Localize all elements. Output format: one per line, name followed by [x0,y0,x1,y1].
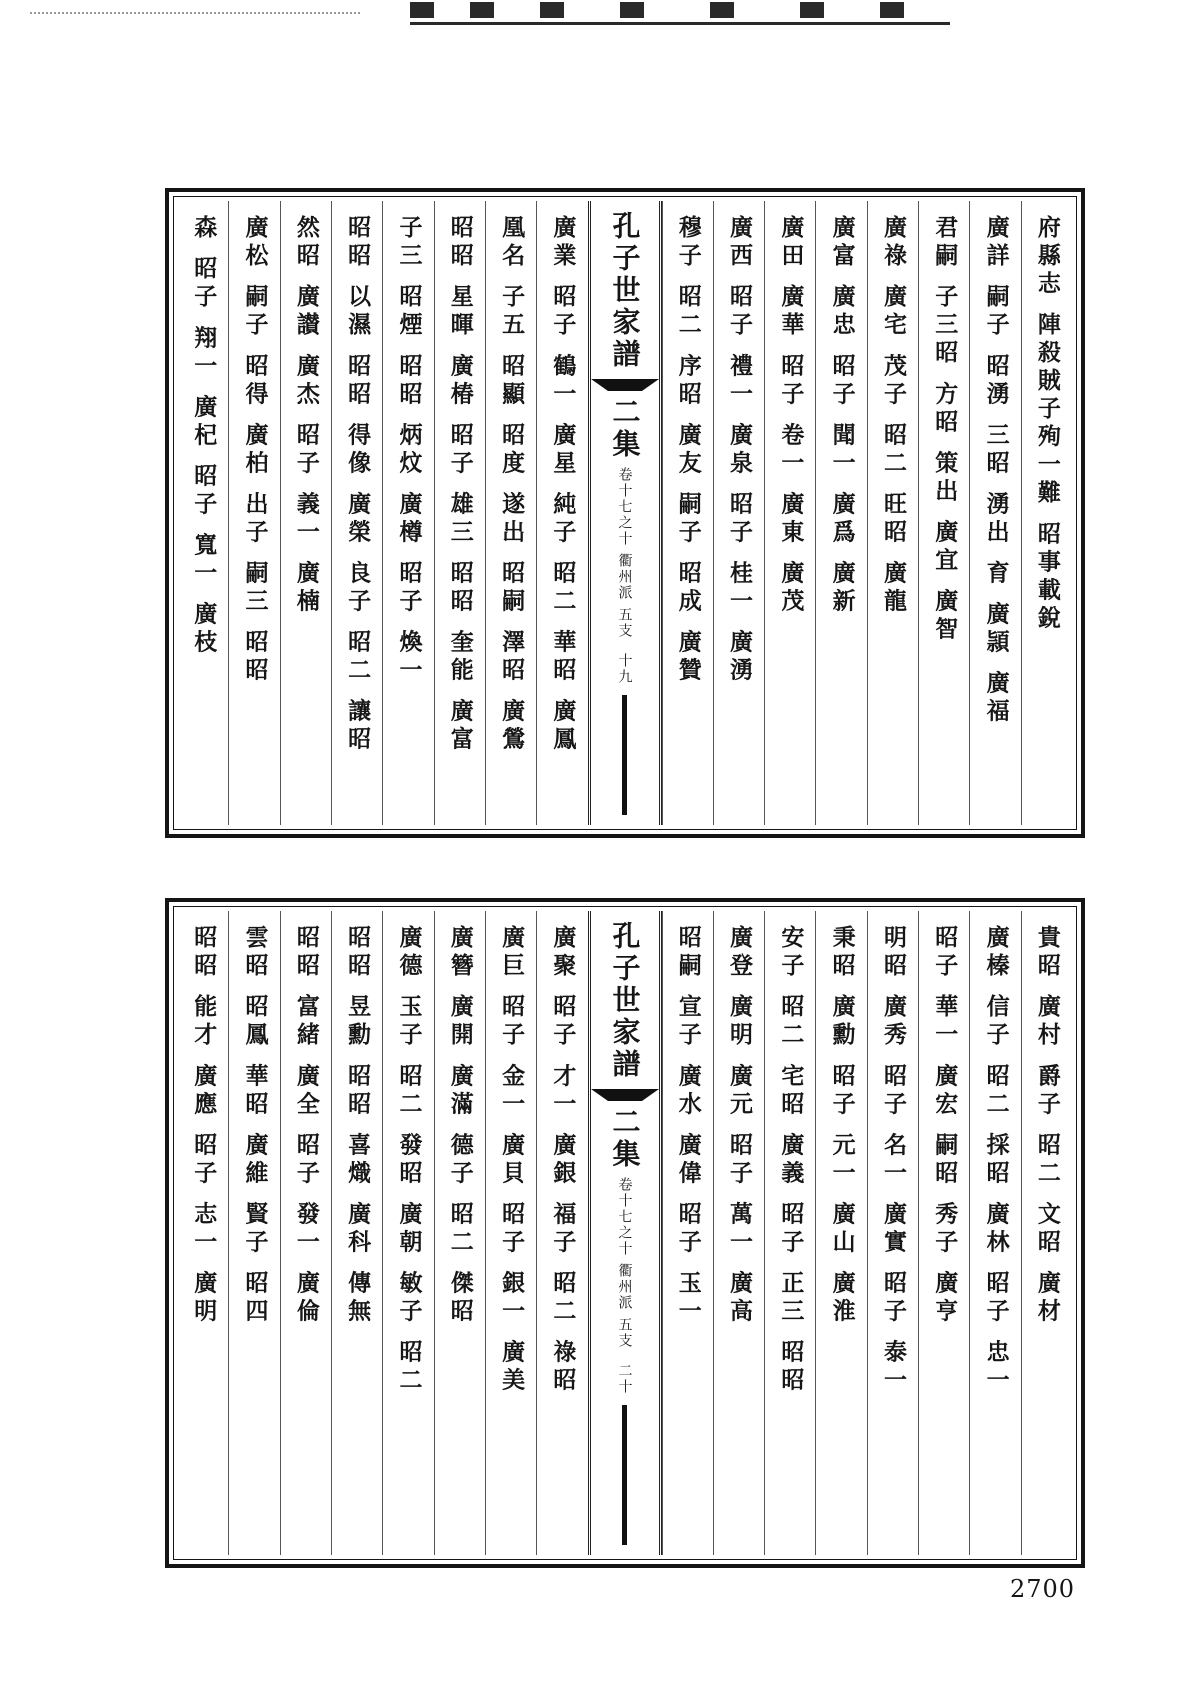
column-text: 昭昭 星暉 廣椿 昭子 雄三 昭昭 奎能 廣富 [446,215,474,755]
text-column [228,911,279,1555]
text-column [969,911,1020,1555]
page-number: 2700 [1010,1575,1076,1603]
section-label: 卷十七之十 [616,1177,633,1257]
column-text: 穆子 昭二 序昭 廣友 嗣子 昭成 廣贊 [674,215,702,686]
text-column [536,911,587,1555]
column-text: 廣簪 廣開 廣滿 德子 昭二 傑昭 [446,925,474,1327]
fishtail-mark [591,379,659,391]
text-column [918,911,969,1555]
book-title: 孔子世家譜 [608,921,642,1081]
column-text: 秉昭 廣勳 昭子 元一 廣山 廣淮 [828,925,856,1327]
column-text: 凰名 子五 昭顯 昭度 遂出 昭嗣 澤昭 廣鶯 [498,215,526,755]
text-column [280,911,331,1555]
branch-sub-label: 五支 [616,607,633,639]
branch-sub-label: 五支 [616,1317,633,1349]
volume-label: 二集 [608,1107,642,1171]
text-column [662,201,713,825]
panel-columns [178,911,1072,1555]
column-text: 明昭 廣秀 昭子 名一 廣實 昭子 泰一 [879,925,907,1396]
text-column [485,911,536,1555]
column-text: 廣德 玉子 昭二 發昭 廣朝 敏子 昭二 [395,925,423,1396]
text-column [1021,201,1072,825]
column-text: 昭昭 昱勳 昭昭 喜熾 廣科 傳無 [344,925,372,1327]
column-text: 廣聚 昭子 才一 廣銀 福子 昭二 祿昭 [549,925,577,1396]
text-column [867,201,918,825]
column-text: 府縣志 陣殺賊子殉一難 昭事載銳 [1033,215,1061,634]
volume-label: 二集 [608,397,642,461]
column-text: 君嗣 子三昭 方昭 策出 廣宜 廣智 [931,215,959,645]
column-text: 安子 昭二 宅昭 廣義 昭子 正三 昭昭 [777,925,805,1396]
column-text: 子三 昭煙 昭昭 炳炆 廣樽 昭子 煥一 [395,215,423,686]
branch-label: 衢州派 [616,1263,633,1311]
text-column [1021,911,1072,1555]
text-column [331,201,382,825]
column-text: 廣富 廣忠 昭子 聞一 廣爲 廣新 [828,215,856,617]
text-column [815,911,866,1555]
genealogy-panel-bottom [165,898,1085,1568]
text-column [485,201,536,825]
column-text: 昭子 華一 廣宏 嗣昭 秀子 廣亨 [931,925,959,1327]
center-rule [622,1405,627,1545]
text-column [178,201,228,825]
center-rule [622,695,627,815]
branch-label: 衢州派 [616,553,633,601]
column-text: 廣業 昭子 鶴一 廣星 純子 昭二 華昭 廣鳳 [549,215,577,755]
scan-artifact-top-strip [410,0,950,25]
column-text: 廣松 嗣子 昭得 廣柏 出子 嗣三 昭昭 [241,215,269,686]
column-text: 昭昭 能才 廣應 昭子 志一 廣明 [190,925,218,1327]
text-column [434,201,485,825]
column-text: 廣西 昭子 禮一 廣泉 昭子 桂一 廣湧 [726,215,754,686]
text-column [228,201,279,825]
column-text: 廣田 廣華 昭子 卷一 廣東 廣茂 [777,215,805,617]
text-column [382,911,433,1555]
column-text: 貴昭 廣村 爵子 昭二 文昭 廣材 [1033,925,1061,1327]
center-title-column [588,911,662,1555]
column-text: 昭昭 富緒 廣全 昭子 發一 廣倫 [292,925,320,1327]
text-column [764,911,815,1555]
text-column [713,201,764,825]
text-column [434,911,485,1555]
text-column [867,911,918,1555]
text-column [662,911,713,1555]
fishtail-mark [591,1089,659,1101]
text-column [178,911,228,1555]
text-column [280,201,331,825]
column-text: 森 昭子 翔一 廣杞 昭子 寬一 廣枝 [190,215,218,658]
text-column [713,911,764,1555]
center-title-column [588,201,662,825]
column-text: 雲昭 昭鳳 華昭 廣維 賢子 昭四 [241,925,269,1327]
book-title: 孔子世家譜 [608,211,642,371]
column-text: 廣巨 昭子 金一 廣貝 昭子 銀一 廣美 [498,925,526,1396]
panel-columns [178,201,1072,825]
text-column [969,201,1020,825]
column-text: 廣詳 嗣子 昭湧 三昭 湧出 育 廣頴 廣福 [982,215,1010,727]
text-column [918,201,969,825]
text-column [382,201,433,825]
column-text: 廣祿 廣宅 茂子 昭二 旺昭 廣龍 [879,215,907,617]
column-text: 廣榛 信子 昭二 採昭 廣林 昭子 忠一 [982,925,1010,1396]
text-column [331,911,382,1555]
column-text: 廣登 廣明 廣元 昭子 萬一 廣高 [726,925,754,1327]
column-text: 昭嗣 宣子 廣水 廣偉 昭子 玉一 [674,925,702,1327]
scan-artifact-dots [30,12,360,14]
column-text: 然昭 廣讃 廣杰 昭子 義一 廣楠 [292,215,320,617]
text-column [815,201,866,825]
genealogy-panel-top [165,188,1085,838]
section-label: 卷十七之十 [616,467,633,547]
folio-number: 十九 [616,653,633,685]
column-text: 昭昭 以濕 昭昭 得像 廣榮 良子 昭二 讓昭 [344,215,372,755]
folio-number: 二十 [616,1363,633,1395]
text-column [536,201,587,825]
text-column [764,201,815,825]
